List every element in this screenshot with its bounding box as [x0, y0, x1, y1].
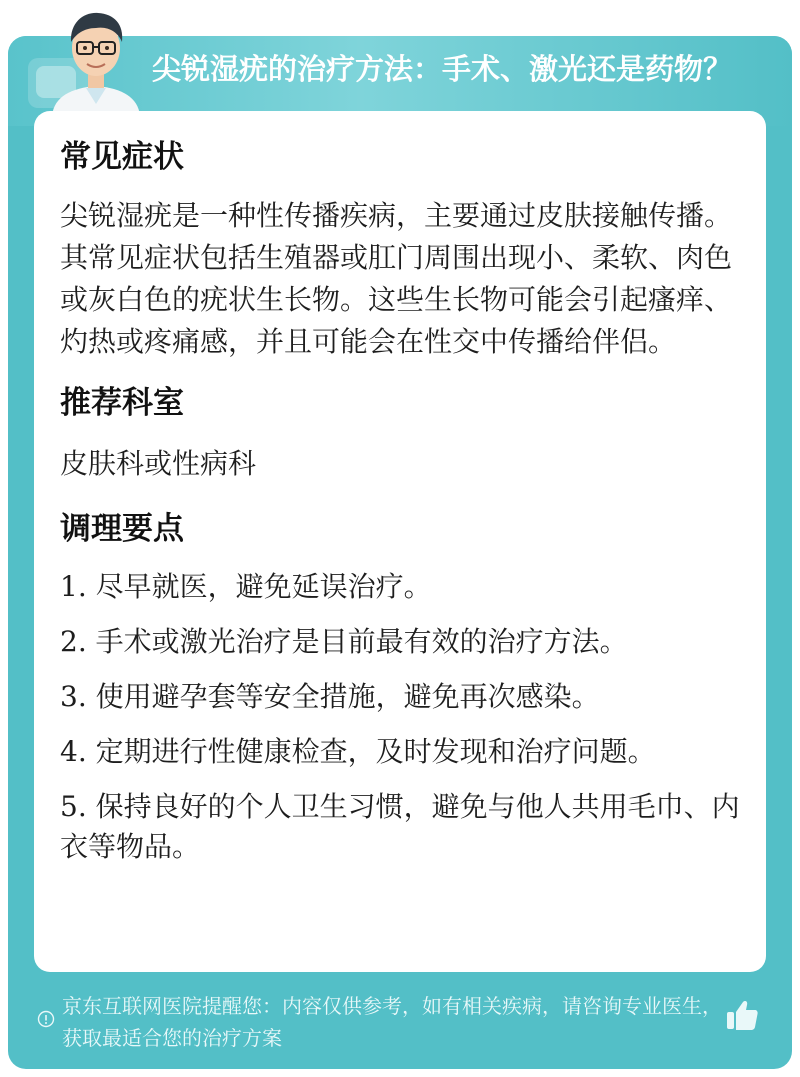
disclaimer-notice: 京东互联网医院提醒您：内容仅供参考，如有相关疾病，请咨询专业医生，获取最适合您的治疗方案 [62, 994, 722, 1050]
section-heading-care-tips: 调理要点 [60, 511, 184, 547]
symptoms-text: 尖锐湿疣是一种性传播疾病，主要通过皮肤接触传播。其常见症状包括生殖器或肛门周围出现小、柔软、肉色或灰白色的疣状生长物。这些生长物可能会引起瘙痒、灼热或疼痛感，并且可能会在性交中传播给伴侣。 [60, 199, 733, 358]
care-tips-list [60, 567, 742, 867]
content-card [34, 111, 766, 972]
section-heading-symptoms: 常见症状 [60, 139, 184, 175]
list-item: 2. 手术或激光治疗是目前最有效的治疗方法。 [60, 625, 628, 658]
list-item: 3. 使用避孕套等安全措施，避免再次感染。 [60, 680, 600, 713]
list-item: 4. 定期进行性健康检查，及时发现和治疗问题。 [60, 735, 656, 768]
department-text: 皮肤科或性病科 [60, 447, 257, 480]
list-item: 1. 尽早就医，避免延误治疗。 [60, 570, 432, 603]
info-icon [37, 1010, 55, 1028]
page-title: 尖锐湿疣的治疗方法：手术、激光还是药物？ [152, 52, 733, 86]
section-heading-department: 推荐科室 [60, 385, 184, 421]
doctor-avatar [46, 4, 146, 116]
list-item: 5. 保持良好的个人卫生习惯，避免与他人共用毛巾、内衣等物品。 [60, 790, 740, 863]
thumbs-up-icon[interactable] [724, 998, 760, 1032]
